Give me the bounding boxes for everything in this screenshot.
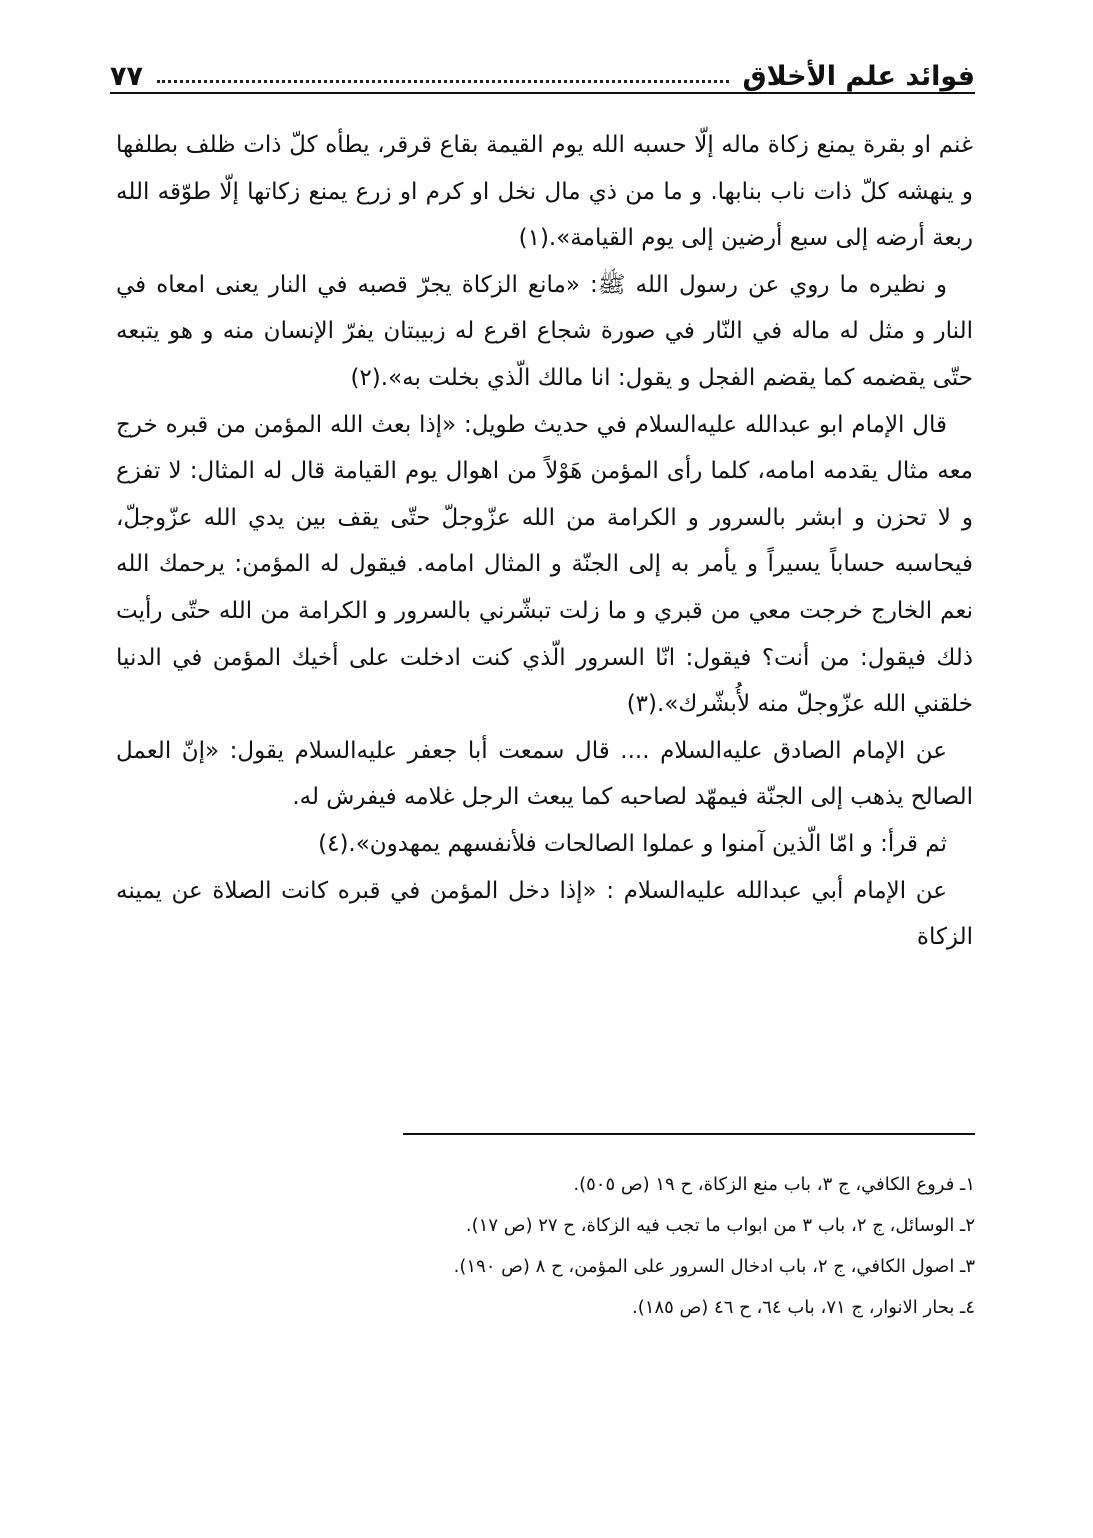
footnotes (300, 1164, 975, 1328)
footnote-item: ٢ـ الوسائل، ج ٢، باب ٣ من ابواب ما تجب فيه الزكاة، ح ٢٧ (ص ١٧). (465, 1215, 975, 1236)
footnote-rule (403, 1133, 975, 1135)
header-dot-leader (157, 80, 729, 83)
running-title: فوائد علم الأخلاق (742, 61, 975, 92)
footnote-item: ١ـ فروع الكافي، ج ٣، باب منع الزكاة، ح ١٩ (ص ٥٠٥). (573, 1174, 975, 1195)
footnote-item: ٣ـ اصول الكافي، ج ٢، باب ادخال السرور على المؤمن، ح ٨ (ص ١٩٠). (453, 1256, 975, 1277)
paragraph: غنم او بقرة يمنع زكاة ماله إلّا حسبه الله يوم القيمة بقاع قرقر، يطأه كلّ ذات ظلف بطلفها و ينهشه كلّ ذات ناب بنابها. و ما من ذي مال نخل او كرم او زرع يمنع زكاتها إلّا طوّقه الله ربعة أرضه إلى سبع أرضين إلى يوم القيامة».(١) (116, 132, 973, 252)
page-header (110, 40, 975, 92)
paragraph: ثم قرأ: و امّا الّذين آمنوا و عملوا الصالحات فلأنفسهم يمهدون».(٤) (318, 830, 947, 857)
footnote-item: ٤ـ بحار الانوار، ج ٧١، باب ٦٤، ح ٤٦ (ص ١٨٥). (632, 1297, 975, 1318)
paragraph: قال الإمام ابو عبدالله عليه‌السلام في حديث طويل: «إذا بعث الله المؤمن من قبره خرج معه مثال يقدمه امامه، كلما رأى المؤمن هَوْلاً من اهوال يوم القيامة قال له المثال: لا تفزع و لا تحزن و ابشر بالسرور و الكرامة من الله عزّوجلّ حتّى يقف بين يدي الله عزّوجلّ، فيحاسبه حساباً يسيراً و يأمر به إلى الجنّة و المثال امامه. فيقول له المؤمن: يرحمك الله نعم الخارج خرجت معي من قبري و ما زلت تبشّرني بالسرور و الكرامة من الله حتّى رأيت ذلك فيقول: من أنت؟ فيقول: انّا السرور الّذي كنت ادخلت على أخيك المؤمن في الدنيا خلقني الله عزّوجلّ منه لأُبشّرك».(٣) (116, 411, 973, 718)
header-rule (110, 92, 975, 94)
main-text (116, 122, 973, 961)
page-number: ٧٧ (110, 61, 143, 92)
paragraph: عن الإمام الصادق عليه‌السلام .... قال سمعت أبا جعفر عليه‌السلام يقول: «إنّ العمل الصالح يذهب إلى الجنّة فيمهّد لصاحبه كما يبعث الرجل غلامه فيفرش له. (116, 737, 973, 811)
paragraph: و نظيره ما روي عن رسول الله ﷺ: «مانع الزكاة يجرّ قصبه في النار يعنى امعاه في النار و مثل له ماله في النّار في صورة شجاع اقرع له زبيبتان يفرّ الإنسان منه و هو يتبعه حتّى يقضمه كما يقضم الفجل و يقول: انا مالك الّذي بخلت به».(٢) (116, 271, 973, 391)
paragraph: عن الإمام أبي عبدالله عليه‌السلام : «إذا دخل المؤمن في قبره كانت الصلاة عن يمينه الزكاة (116, 877, 973, 951)
